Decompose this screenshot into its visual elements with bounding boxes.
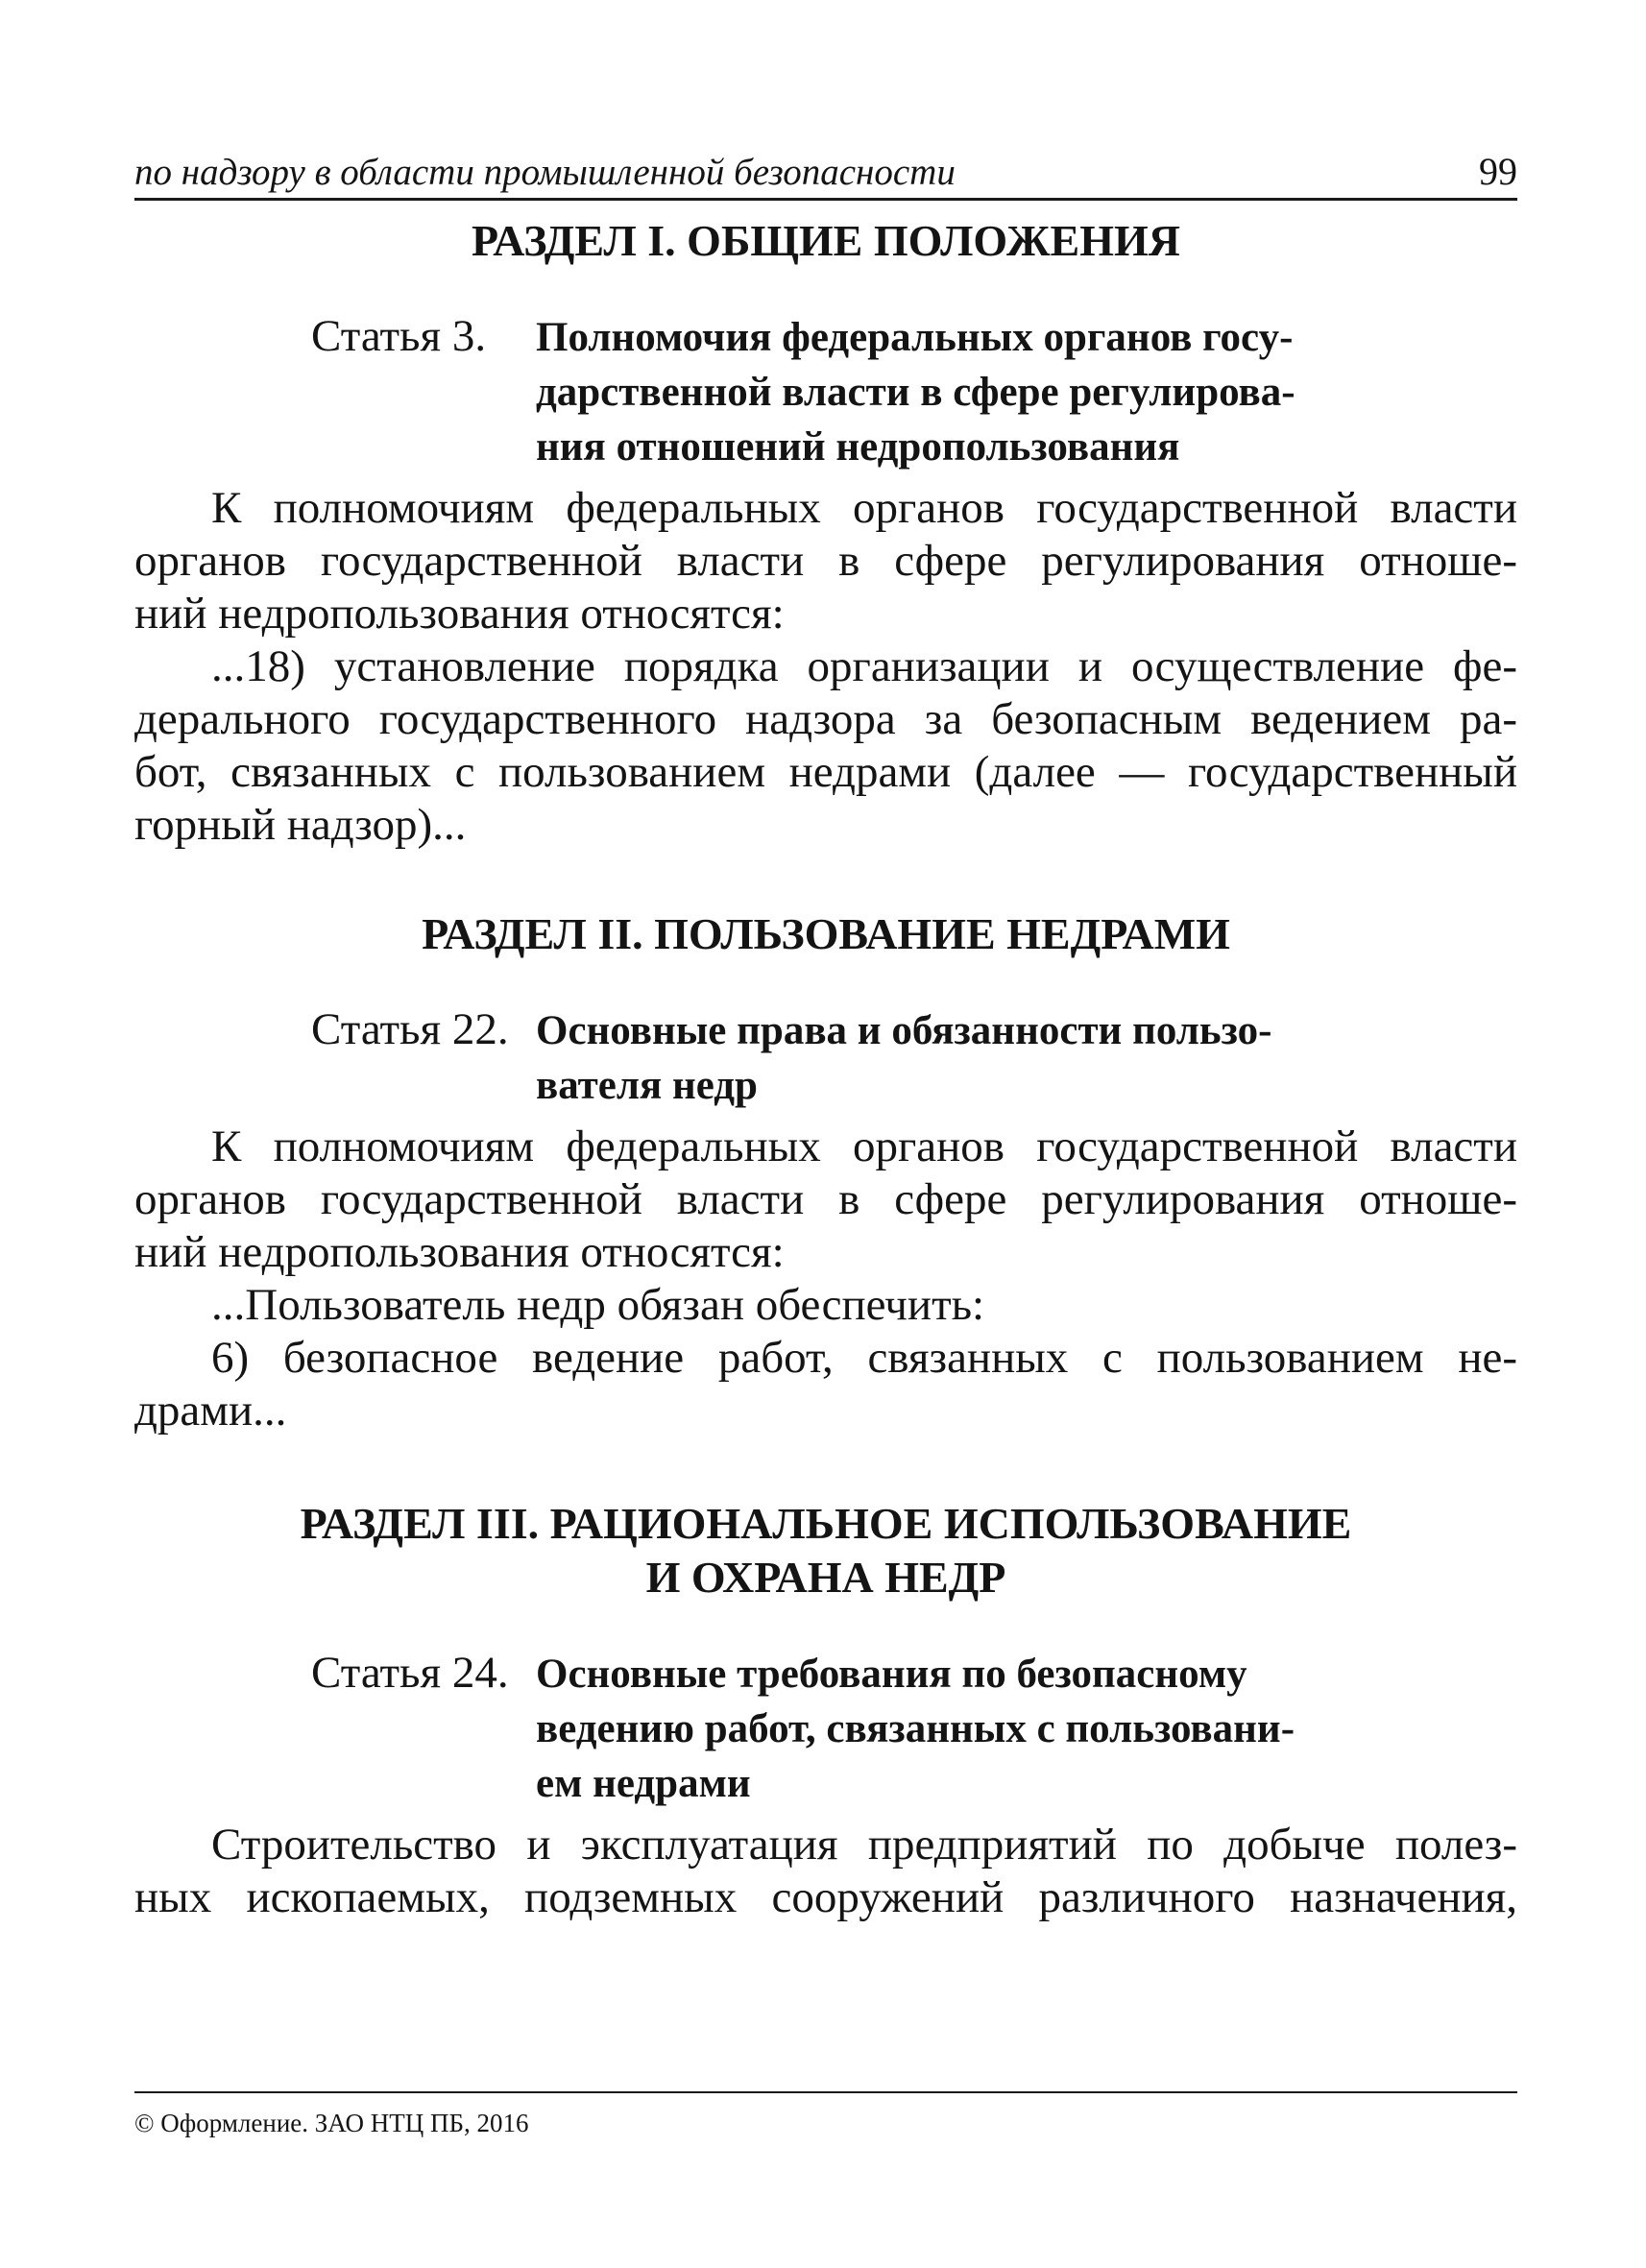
paragraph-line: горный надзор)...: [134, 800, 467, 850]
article-body: [134, 482, 1517, 852]
article-title: [536, 1647, 1381, 1811]
article-title-line: Полномочия федеральных органов госу-: [536, 315, 1294, 360]
article-title-line: вателя недр: [536, 1063, 758, 1108]
page-number: 99: [1479, 150, 1517, 193]
paragraph-line: 6) безопасное ведение работ, связанных с пользованием не-: [211, 1333, 1517, 1383]
paragraph-line: драми...: [134, 1386, 287, 1436]
paragraph-line: дерального государственного надзора за безопасным ведением ра-: [134, 694, 1517, 744]
paragraph: [134, 1279, 1517, 1332]
paragraph: [134, 1332, 1517, 1437]
article-title-line: ем недрами: [536, 1761, 751, 1806]
paragraph-line: ний недропользования относятся:: [134, 1227, 785, 1277]
paragraph-line: бот, связанных с пользованием недрами (далее — государственный: [134, 747, 1517, 797]
paragraph-line: ...18) установление порядка организации и осуществление фе-: [211, 641, 1517, 691]
paragraph-line: ...Пользователь недр обязан обеспечить:: [211, 1280, 985, 1330]
article-title-line: Основные требования по безопасному: [536, 1652, 1247, 1697]
paragraph: [134, 482, 1517, 640]
article-title: [536, 1003, 1381, 1113]
footer-rule: [134, 2091, 1517, 2093]
article-title-line: ведению работ, связанных с пользовани-: [536, 1706, 1295, 1751]
paragraph-line: органов государственной власти в сфере регулирования отноше-: [134, 536, 1517, 586]
article-title-line: дарственной власти в сфере регулирова-: [536, 370, 1295, 415]
running-title: по надзору в области промышленной безопасности: [134, 152, 956, 193]
article-label: Статья 3.: [311, 311, 487, 361]
article-body: [134, 1121, 1517, 1437]
article-22: [134, 1003, 1517, 1113]
article-label: Статья 22.: [311, 1004, 509, 1054]
paragraph-line: К полномочиям федеральных органов государственной власти: [211, 483, 1517, 533]
article-3: [134, 310, 1517, 474]
section-heading-2: [134, 907, 1517, 961]
paragraph-line: органов государственной власти в сфере регулирования отноше-: [134, 1174, 1517, 1224]
document-page: [134, 144, 1517, 2122]
article-24: [134, 1647, 1517, 1811]
paragraph: [134, 1121, 1517, 1279]
paragraph: [134, 1819, 1517, 1924]
article-label: Статья 24.: [311, 1648, 509, 1698]
article-title-line: Основные права и обязанности пользо-: [536, 1008, 1272, 1053]
section-heading-line: РАЗДЕЛ III. РАЦИОНАЛЬНОЕ ИСПОЛЬЗОВАНИЕ: [300, 1499, 1352, 1548]
paragraph-line: Строительство и эксплуатация предприятий по добыче полез-: [211, 1820, 1517, 1870]
paragraph-line: ных ископаемых, подземных сооружений различного назначения,: [134, 1872, 1517, 1922]
article-body: [134, 1819, 1517, 1924]
footer-copyright: © Оформление. ЗАО НТЦ ПБ, 2016: [134, 2109, 529, 2137]
section-heading-line: РАЗДЕЛ II. ПОЛЬЗОВАНИЕ НЕДРАМИ: [422, 909, 1230, 958]
paragraph-line: К полномочиям федеральных органов государственной власти: [211, 1122, 1517, 1171]
paragraph: [134, 640, 1517, 852]
section-heading-line: РАЗДЕЛ I. ОБЩИЕ ПОЛОЖЕНИЯ: [472, 216, 1180, 265]
section-heading-1: [134, 214, 1517, 268]
running-header: [134, 144, 1517, 201]
article-title: [536, 310, 1381, 474]
article-title-line: ния отношений недропользования: [536, 424, 1180, 470]
section-heading-3: [134, 1497, 1517, 1604]
section-heading-line: И ОХРАНА НЕДР: [645, 1553, 1006, 1602]
paragraph-line: ний недропользования относятся:: [134, 589, 785, 639]
